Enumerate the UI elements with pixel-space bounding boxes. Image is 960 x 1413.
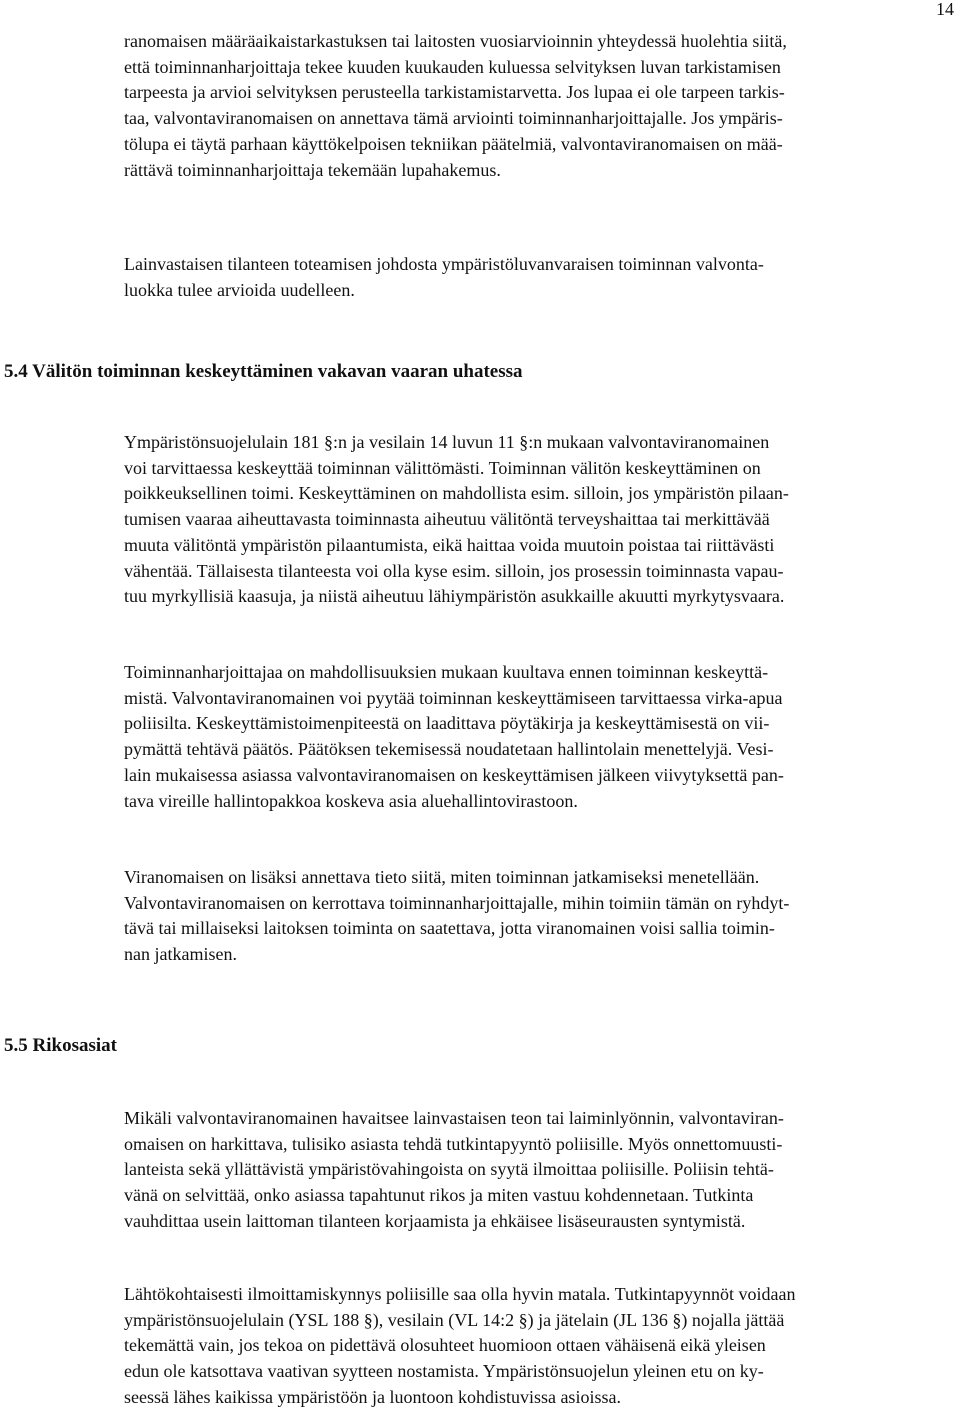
text-line: edun ole katsottava vaativan syytteen nostamista. Ympäristönsuojelun yleinen etu on ky- — [124, 1361, 764, 1382]
text-line: Toiminnanharjoittajaa on mahdollisuuksien mukaan kuultava ennen toiminnan keskeyttä- — [124, 662, 769, 682]
text-line: tölupa ei täytä parhaan käyttökelpoisen tekniikan päätelmiä, valvontaviranomaisen on mää- — [124, 133, 783, 154]
text-line: nan jatkamisen. — [124, 944, 237, 965]
text-line: tuu myrkyllisiä kaasuja, ja niistä aiheutuu lähiympäristön asukkaille akuutti myrkytysvaara. — [124, 586, 785, 607]
text-line: että toiminnanharjoittaja tekee kuuden kuukauden kuluessa selvityksen luvan tarkistamisen — [124, 56, 781, 77]
text-line: tävä tai millaiseksi laitoksen toiminta on saatettava, jotta viranomainen voisi sallia toimin- — [124, 918, 775, 939]
text-line: rättävä toiminnanharjoittaja tekemään lupahakemus. — [124, 159, 501, 180]
section-5-5-paragraph-2 — [124, 1282, 954, 1411]
text-line: ranomaisen määräaikaistarkastuksen tai laitosten vuosiarvioinnin yhteydessä huolehtia siitä, — [124, 31, 787, 51]
text-line: muuta välitöntä ympäristön pilaantumista, eikä haittaa voida muutoin poistaa tai riittävästi — [124, 534, 775, 555]
text-line: luokka tulee arvioida uudelleen. — [124, 279, 355, 300]
text-line: poikkeuksellinen toimi. Keskeyttäminen on mahdollista esim. silloin, jos ympäristön pilaan- — [124, 483, 789, 504]
text-line: Valvontaviranomaisen on kerrottava toiminnanharjoittajalle, mihin toimiin tämän on ryhdyt- — [124, 892, 790, 913]
text-line: Lainvastaisen tilanteen toteamisen johdosta ympäristöluvanvaraisen toiminnan valvonta- — [124, 254, 764, 274]
text-line: omaisen on harkittava, tulisiko asiasta tehdä tutkintapyyntö poliisille. Myös onnettomuusti- — [124, 1133, 783, 1154]
text-line: tava vireille hallintopakkoa koskeva asia aluehallintovirastoon. — [124, 790, 578, 811]
section-heading-5-4: 5.4 Välitön toiminnan keskeyttäminen vakavan vaaran uhatessa — [4, 361, 523, 382]
text-line: lanteista sekä yllättävistä ympäristövahingoista on syytä ilmoittaa poliisille. Poliisin tehtä- — [124, 1159, 774, 1180]
text-line: Ympäristönsuojelulain 181 §:n ja vesilain 14 luvun 11 §:n mukaan valvontaviranomainen — [124, 432, 770, 452]
section-5-5-paragraph-1 — [124, 1106, 954, 1235]
text-line: tumisen vaaraa aiheuttavasta toiminnasta aiheutuu välitöntä terveyshaittaa tai merkittävää — [124, 509, 770, 530]
text-line: vänä on selvittää, onko asiassa tapahtunut rikos ja miten vastuu kohdennetaan. Tutkinta — [124, 1185, 754, 1206]
intro-paragraph — [124, 29, 954, 183]
text-line: Lähtökohtaisesti ilmoittamiskynnys poliisille saa olla hyvin matala. Tutkintapyynnöt voidaan — [124, 1284, 796, 1304]
text-line: lain mukaisessa asiassa valvontaviranomaisen on keskeyttämisen jälkeen viivytyksettä pan- — [124, 764, 784, 785]
text-line: poliisilta. Keskeyttämistoimenpiteestä on laadittava pöytäkirja ja keskeyttämisestä on vii- — [124, 713, 770, 734]
page-number: 14 — [936, 0, 954, 19]
text-line: tarpeesta ja arvioi selvityksen perusteella tarkistamistarvetta. Jos lupaa ei ole tarpeen tarkis- — [124, 82, 785, 103]
text-line: seessä lähes kaikissa ympäristöön ja luontoon kohdistuvissa asioissa. — [124, 1386, 621, 1407]
text-line: ympäristönsuojelulain (YSL 188 §), vesilain (VL 14:2 §) ja jätelain (JL 136 §) nojalla jättää — [124, 1309, 785, 1330]
text-line: vauhdittaa usein laittoman tilanteen korjaamista ja ehkäisee lisäseurausten syntymistä. — [124, 1210, 746, 1231]
text-line: voi tarvittaessa keskeyttää toiminnan välittömästi. Toiminnan välitön keskeyttäminen on — [124, 457, 761, 478]
text-line: Mikäli valvontaviranomainen havaitsee lainvastaisen teon tai laiminlyönnin, valvontaviran- — [124, 1108, 784, 1128]
section-5-4-paragraph-1 — [124, 430, 954, 610]
section-heading-5-5: 5.5 Rikosasiat — [4, 1035, 117, 1056]
text-line: Viranomaisen on lisäksi annettava tieto siitä, miten toiminnan jatkamiseksi menetellään. — [124, 867, 760, 887]
text-line: vähentää. Tällaisesta tilanteesta voi olla kyse esim. silloin, jos prosessin toiminnasta vapau- — [124, 560, 784, 581]
text-line: mistä. Valvontaviranomainen voi pyytää toiminnan keskeyttämiseen tarvittaessa virka-apua — [124, 687, 783, 708]
reclassification-paragraph — [124, 252, 954, 303]
text-line: taa, valvontaviranomaisen on annettava tämä arviointi toiminnanharjoittajalle. Jos ympäris- — [124, 108, 783, 129]
section-5-4-paragraph-3 — [124, 865, 954, 968]
text-line: tekemättä vain, jos tekoa on pidettävä olosuhteet huomioon ottaen vähäisenä eikä yleisen — [124, 1335, 766, 1356]
text-line: pymättä tehtävä päätös. Päätöksen tekemisessä noudatetaan hallintolain menettelyjä. Vesi- — [124, 739, 774, 760]
section-5-4-paragraph-2 — [124, 660, 954, 814]
